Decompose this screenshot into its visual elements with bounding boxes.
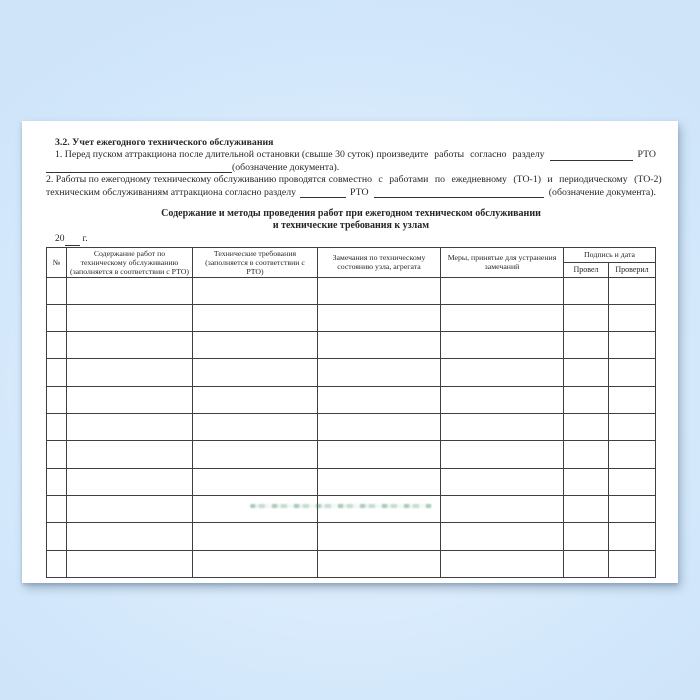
table-cell [564, 277, 609, 304]
table-cell [441, 332, 564, 359]
table-cell [609, 468, 656, 495]
table-cell [193, 523, 318, 550]
header-tech-requirements: Технические требования (заполняется в соответствии с РТО) [193, 247, 318, 277]
table-cell [67, 441, 193, 468]
header-remarks: Замечания по техническому состоянию узла, агрегата [318, 247, 441, 277]
table-cell [609, 304, 656, 331]
table-cell [193, 386, 318, 413]
table-cell [193, 277, 318, 304]
table-cell [441, 304, 564, 331]
item2-note: (обозначение документа). [548, 186, 656, 198]
table-cell [67, 550, 193, 577]
table-cell [318, 523, 441, 550]
document-sheet [22, 121, 678, 583]
table-cell [441, 277, 564, 304]
table-row [47, 359, 656, 386]
year-suffix: г. [82, 234, 88, 245]
item2-line2-prefix: техническим обслуживаниям аттракциона согласно разделу [46, 186, 297, 198]
table-cell [609, 359, 656, 386]
table-cell [441, 468, 564, 495]
table-cell [318, 495, 441, 522]
table-row [47, 468, 656, 495]
maintenance-table [46, 247, 656, 578]
document-content [46, 137, 662, 578]
header-signature-group: Подпись и дата [564, 247, 656, 262]
year-blank-line [65, 235, 80, 246]
table-cell [609, 386, 656, 413]
section-heading: 3.2. Учет ежегодного технического обслуживания [55, 137, 274, 148]
year-field [55, 233, 656, 245]
table-cell [609, 495, 656, 522]
table-cell [318, 304, 441, 331]
paragraph-item1 [46, 149, 656, 161]
table-cell [193, 414, 318, 441]
table-cell [67, 304, 193, 331]
table-cell [193, 468, 318, 495]
header-measures: Меры, принятые для устранения замечаний [441, 247, 564, 277]
table-cell [47, 414, 67, 441]
header-performed-by: Провел [564, 262, 609, 277]
paragraph-item2-line2 [46, 187, 656, 199]
table-row [47, 386, 656, 413]
table-cell [47, 359, 67, 386]
item1-rto-label: РТО [637, 149, 656, 161]
table-cell [609, 332, 656, 359]
paragraph-item2-line1 [46, 174, 662, 186]
table-cell [193, 304, 318, 331]
table-cell [67, 523, 193, 550]
header-number: № [47, 247, 67, 277]
year-prefix: 20 [55, 234, 65, 245]
table-title [46, 208, 656, 233]
table-row [47, 550, 656, 577]
table-cell [318, 414, 441, 441]
table-row [47, 495, 656, 522]
table-cell [441, 414, 564, 441]
table-cell [441, 441, 564, 468]
blank-line [374, 187, 544, 198]
item2-text-tail: совместно с работами по ежедневному (ТО-1) и периодическому (ТО-2) [328, 174, 662, 186]
table-cell [564, 441, 609, 468]
header-checked-by: Проверил [609, 262, 656, 277]
paragraph-item1-note [46, 162, 656, 174]
table-cell [47, 550, 67, 577]
table-cell [318, 468, 441, 495]
item1-text-head: 1. Перед пуском аттракциона после длительной остановки (свыше 30 суток) [55, 149, 374, 161]
table-row [47, 414, 656, 441]
table-cell [193, 550, 318, 577]
table-cell [193, 441, 318, 468]
table-cell [609, 441, 656, 468]
blank-line [300, 187, 346, 198]
item1-note: (обозначение документа). [232, 161, 340, 173]
table-cell [609, 277, 656, 304]
maintenance-table-body [47, 277, 656, 577]
table-cell [47, 495, 67, 522]
table-cell [564, 414, 609, 441]
table-cell [564, 468, 609, 495]
table-cell [318, 332, 441, 359]
table-cell [47, 386, 67, 413]
table-cell [441, 386, 564, 413]
table-title-line2: и технические требования к узлам [272, 220, 430, 232]
watermark [250, 504, 432, 508]
table-row [47, 441, 656, 468]
table-cell [564, 550, 609, 577]
table-cell [441, 523, 564, 550]
table-cell [609, 414, 656, 441]
table-cell [564, 523, 609, 550]
table-cell [564, 332, 609, 359]
table-cell [67, 386, 193, 413]
table-cell [193, 332, 318, 359]
blank-line [550, 150, 633, 161]
table-cell [193, 495, 318, 522]
table-cell [67, 359, 193, 386]
table-cell [564, 359, 609, 386]
maintenance-table-header [47, 247, 656, 277]
table-row [47, 277, 656, 304]
table-row [47, 332, 656, 359]
table-cell [318, 277, 441, 304]
table-cell [67, 332, 193, 359]
table-cell [609, 550, 656, 577]
table-cell [67, 414, 193, 441]
table-cell [47, 468, 67, 495]
table-cell [193, 359, 318, 386]
table-cell [47, 304, 67, 331]
table-title-line1: Содержание и методы проведения работ при ежегодном техническом обслуживании [161, 208, 541, 220]
table-cell [441, 550, 564, 577]
table-cell [67, 468, 193, 495]
table-cell [318, 386, 441, 413]
table-cell [318, 359, 441, 386]
item1-text-tail: произведите работы согласно разделу [376, 149, 545, 161]
table-cell [47, 441, 67, 468]
table-cell [318, 550, 441, 577]
table-cell [67, 495, 193, 522]
table-cell [47, 277, 67, 304]
table-cell [67, 277, 193, 304]
table-cell [564, 386, 609, 413]
table-cell [564, 495, 609, 522]
header-work-content: Содержание работ по техническому обслуживанию (заполняется в соответствии с РТО) [67, 247, 193, 277]
table-cell [318, 441, 441, 468]
table-cell [441, 495, 564, 522]
table-row [47, 523, 656, 550]
item2-text-head: 2. Работы по ежегодному техническому обслуживанию проводятся [46, 174, 326, 186]
table-row [47, 304, 656, 331]
table-cell [609, 523, 656, 550]
table-cell [441, 359, 564, 386]
item2-rto-label: РТО [350, 186, 369, 198]
blank-line [46, 162, 232, 173]
table-cell [47, 332, 67, 359]
table-cell [47, 523, 67, 550]
table-cell [564, 304, 609, 331]
